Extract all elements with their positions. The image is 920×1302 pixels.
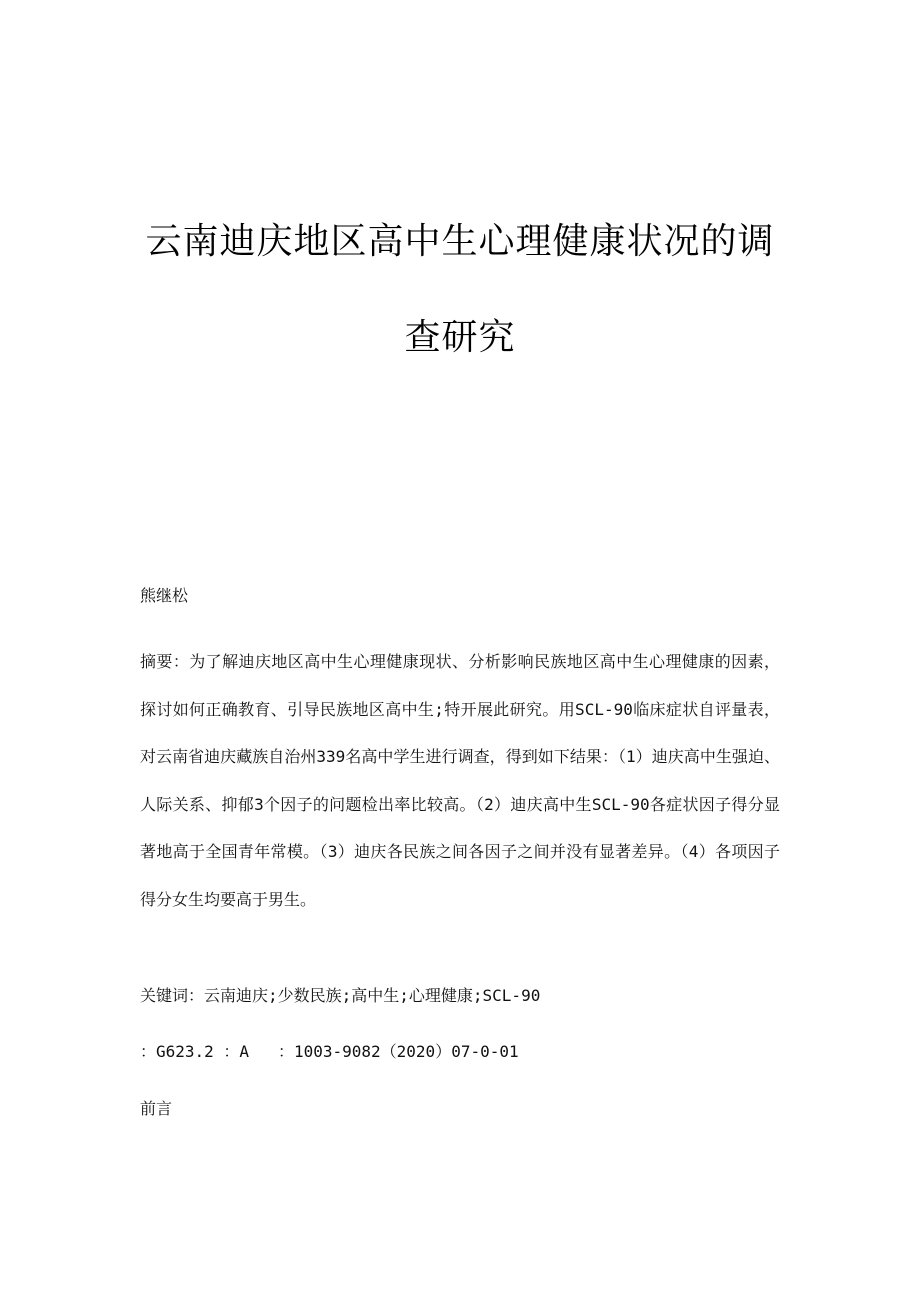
paper-title-line-1: 云南迪庆地区高中生心理健康状况的调 xyxy=(145,221,775,262)
keywords-line: 关键词：云南迪庆;少数民族;高中生;心理健康;SCL-90 xyxy=(140,986,541,1005)
introduction-heading: 前言 xyxy=(140,1099,173,1118)
classification-line: ：G623.2 ：A ：1003-9082（2020）07-0-01 xyxy=(140,1042,519,1061)
author-name: 熊继松 xyxy=(140,586,189,605)
abstract-paragraph: 摘要：为了解迪庆地区高中生心理健康现状、分析影响民族地区高中生心理健康的因素， 探讨如何正确教育、引导民族地区高中生;特开展此研究。用SCL-90临床症状自评量表，对云南省迪庆藏族自治州339名高中学生进行调查，得到如下结果：（1）迪庆高中生强迫、人际关系、抑郁3个因子的问题检出率比较高。（2）迪庆高中生SCL-90各症状因子得分显著地高于全国青年常模。（3）迪庆各民族之间各因子之间并没有显著差异。（4）各项因子得分女生均要高于男生。 xyxy=(140,652,780,909)
paper-title-line-2: 查研究 xyxy=(404,317,516,358)
